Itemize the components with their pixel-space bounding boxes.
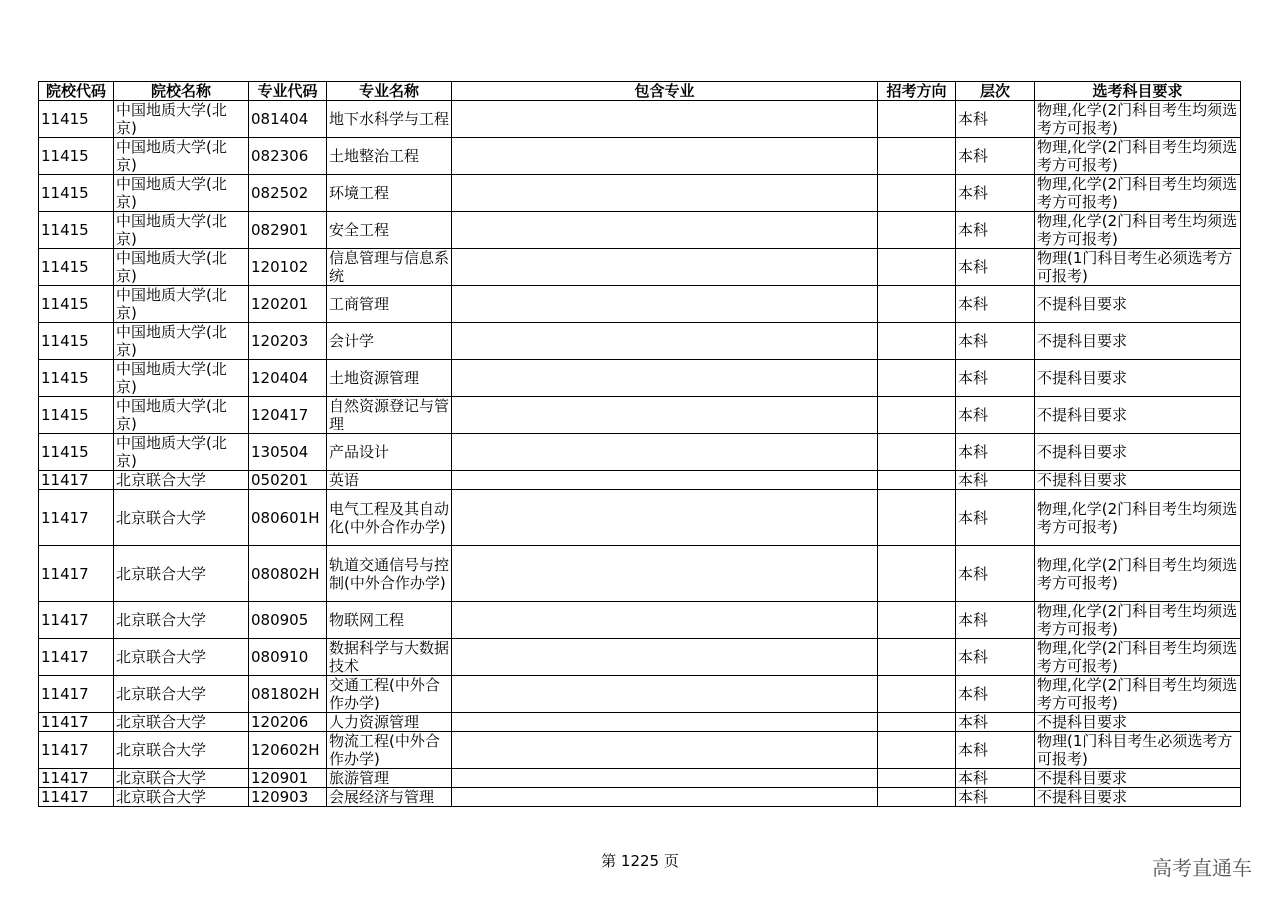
cell-included-majors (452, 546, 878, 602)
cell-school-code: 11415 (39, 434, 114, 471)
cell-major-name: 轨道交通信号与控制(中外合作办学) (327, 546, 452, 602)
cell-school-code: 11417 (39, 732, 114, 769)
cell-major-code: 080905 (249, 602, 327, 639)
col-header-direction: 招考方向 (878, 82, 956, 101)
page-number: 第 1225 页 (601, 852, 679, 870)
col-header-level: 层次 (956, 82, 1035, 101)
col-header-school-name: 院校名称 (114, 82, 249, 101)
cell-major-code: 120602H (249, 732, 327, 769)
cell-major-name: 交通工程(中外合作办学) (327, 676, 452, 713)
cell-major-code: 082306 (249, 138, 327, 175)
cell-direction (878, 360, 956, 397)
cell-included-majors (452, 397, 878, 434)
cell-major-name: 数据科学与大数据技术 (327, 639, 452, 676)
cell-school-code: 11417 (39, 639, 114, 676)
cell-subject-requirement: 物理,化学(2门科目考生均须选考方可报考) (1035, 175, 1241, 212)
cell-major-code: 120206 (249, 713, 327, 732)
cell-direction (878, 249, 956, 286)
cell-school-code: 11415 (39, 286, 114, 323)
table-row (39, 676, 1241, 713)
cell-school-name: 中国地质大学(北京) (114, 434, 249, 471)
cell-level: 本科 (956, 676, 1035, 713)
watermark-logo: 高考直通车 (1152, 856, 1252, 880)
cell-subject-requirement: 物理,化学(2门科目考生均须选考方可报考) (1035, 490, 1241, 546)
table-row (39, 471, 1241, 490)
cell-major-name: 信息管理与信息系统 (327, 249, 452, 286)
header-row (39, 82, 1241, 101)
cell-major-name: 工商管理 (327, 286, 452, 323)
cell-subject-requirement: 不提科目要求 (1035, 769, 1241, 788)
cell-direction (878, 788, 956, 807)
cell-school-name: 北京联合大学 (114, 713, 249, 732)
table-row (39, 769, 1241, 788)
col-header-major-code: 专业代码 (249, 82, 327, 101)
cell-subject-requirement: 不提科目要求 (1035, 286, 1241, 323)
cell-subject-requirement: 物理,化学(2门科目考生均须选考方可报考) (1035, 138, 1241, 175)
cell-major-name: 自然资源登记与管理 (327, 397, 452, 434)
cell-subject-requirement: 物理,化学(2门科目考生均须选考方可报考) (1035, 101, 1241, 138)
cell-subject-requirement: 不提科目要求 (1035, 434, 1241, 471)
cell-level: 本科 (956, 490, 1035, 546)
admission-table (38, 81, 1241, 807)
cell-included-majors (452, 732, 878, 769)
cell-subject-requirement: 不提科目要求 (1035, 471, 1241, 490)
cell-level: 本科 (956, 175, 1035, 212)
table-row (39, 546, 1241, 602)
cell-major-name: 地下水科学与工程 (327, 101, 452, 138)
table-row (39, 397, 1241, 434)
cell-school-name: 北京联合大学 (114, 769, 249, 788)
cell-major-name: 土地资源管理 (327, 360, 452, 397)
cell-major-name: 会展经济与管理 (327, 788, 452, 807)
cell-level: 本科 (956, 249, 1035, 286)
cell-included-majors (452, 471, 878, 490)
cell-school-name: 北京联合大学 (114, 602, 249, 639)
cell-direction (878, 397, 956, 434)
cell-included-majors (452, 175, 878, 212)
cell-level: 本科 (956, 397, 1035, 434)
cell-school-code: 11417 (39, 471, 114, 490)
cell-included-majors (452, 713, 878, 732)
cell-major-code: 120417 (249, 397, 327, 434)
cell-school-name: 北京联合大学 (114, 788, 249, 807)
cell-direction (878, 732, 956, 769)
cell-level: 本科 (956, 769, 1035, 788)
cell-direction (878, 490, 956, 546)
cell-subject-requirement: 物理(1门科目考生必须选考方可报考) (1035, 732, 1241, 769)
cell-included-majors (452, 602, 878, 639)
table-row (39, 101, 1241, 138)
cell-school-code: 11415 (39, 212, 114, 249)
cell-major-name: 会计学 (327, 323, 452, 360)
cell-included-majors (452, 490, 878, 546)
cell-direction (878, 639, 956, 676)
cell-subject-requirement: 物理,化学(2门科目考生均须选考方可报考) (1035, 602, 1241, 639)
cell-major-name: 安全工程 (327, 212, 452, 249)
cell-subject-requirement: 不提科目要求 (1035, 788, 1241, 807)
cell-school-name: 北京联合大学 (114, 490, 249, 546)
cell-direction (878, 212, 956, 249)
cell-school-code: 11417 (39, 713, 114, 732)
col-header-included-majors: 包含专业 (452, 82, 878, 101)
cell-school-name: 北京联合大学 (114, 471, 249, 490)
cell-direction (878, 323, 956, 360)
cell-school-name: 中国地质大学(北京) (114, 212, 249, 249)
cell-major-name: 物联网工程 (327, 602, 452, 639)
cell-school-name: 中国地质大学(北京) (114, 323, 249, 360)
table-row (39, 602, 1241, 639)
col-header-school-code: 院校代码 (39, 82, 114, 101)
cell-school-code: 11415 (39, 249, 114, 286)
cell-major-code: 120201 (249, 286, 327, 323)
cell-included-majors (452, 286, 878, 323)
cell-school-code: 11417 (39, 788, 114, 807)
cell-subject-requirement: 物理,化学(2门科目考生均须选考方可报考) (1035, 676, 1241, 713)
cell-direction (878, 713, 956, 732)
cell-included-majors (452, 323, 878, 360)
cell-level: 本科 (956, 323, 1035, 360)
cell-level: 本科 (956, 546, 1035, 602)
table-row (39, 138, 1241, 175)
table-row (39, 434, 1241, 471)
cell-major-name: 产品设计 (327, 434, 452, 471)
cell-direction (878, 138, 956, 175)
cell-subject-requirement: 不提科目要求 (1035, 323, 1241, 360)
cell-level: 本科 (956, 138, 1035, 175)
cell-major-code: 120404 (249, 360, 327, 397)
cell-school-name: 中国地质大学(北京) (114, 138, 249, 175)
cell-direction (878, 602, 956, 639)
cell-level: 本科 (956, 732, 1035, 769)
cell-subject-requirement: 物理,化学(2门科目考生均须选考方可报考) (1035, 639, 1241, 676)
cell-major-name: 电气工程及其自动化(中外合作办学) (327, 490, 452, 546)
cell-school-code: 11415 (39, 175, 114, 212)
cell-major-code: 120203 (249, 323, 327, 360)
cell-included-majors (452, 249, 878, 286)
cell-direction (878, 175, 956, 212)
cell-included-majors (452, 676, 878, 713)
cell-major-code: 130504 (249, 434, 327, 471)
table-body (39, 101, 1241, 807)
cell-school-name: 中国地质大学(北京) (114, 175, 249, 212)
cell-subject-requirement: 物理(1门科目考生必须选考方可报考) (1035, 249, 1241, 286)
cell-major-name: 环境工程 (327, 175, 452, 212)
cell-direction (878, 546, 956, 602)
cell-school-code: 11417 (39, 676, 114, 713)
cell-level: 本科 (956, 713, 1035, 732)
cell-school-name: 中国地质大学(北京) (114, 286, 249, 323)
cell-major-name: 英语 (327, 471, 452, 490)
table-row (39, 360, 1241, 397)
cell-direction (878, 101, 956, 138)
table-row (39, 212, 1241, 249)
cell-school-code: 11417 (39, 546, 114, 602)
cell-school-code: 11415 (39, 323, 114, 360)
cell-school-code: 11415 (39, 101, 114, 138)
cell-major-code: 120901 (249, 769, 327, 788)
cell-major-name: 旅游管理 (327, 769, 452, 788)
cell-school-code: 11417 (39, 769, 114, 788)
cell-school-code: 11415 (39, 360, 114, 397)
cell-school-code: 11417 (39, 602, 114, 639)
cell-school-name: 中国地质大学(北京) (114, 360, 249, 397)
cell-included-majors (452, 639, 878, 676)
table-row (39, 713, 1241, 732)
cell-school-name: 北京联合大学 (114, 546, 249, 602)
cell-direction (878, 676, 956, 713)
cell-level: 本科 (956, 788, 1035, 807)
cell-major-name: 土地整治工程 (327, 138, 452, 175)
cell-school-code: 11417 (39, 490, 114, 546)
cell-level: 本科 (956, 212, 1035, 249)
cell-included-majors (452, 138, 878, 175)
table-row (39, 490, 1241, 546)
col-header-subject-requirement: 选考科目要求 (1035, 82, 1241, 101)
cell-direction (878, 769, 956, 788)
cell-subject-requirement: 不提科目要求 (1035, 397, 1241, 434)
table-row (39, 286, 1241, 323)
cell-major-code: 120102 (249, 249, 327, 286)
cell-school-code: 11415 (39, 138, 114, 175)
cell-school-name: 北京联合大学 (114, 676, 249, 713)
table-row (39, 323, 1241, 360)
cell-included-majors (452, 360, 878, 397)
cell-direction (878, 286, 956, 323)
col-header-major-name: 专业名称 (327, 82, 452, 101)
cell-school-name: 北京联合大学 (114, 639, 249, 676)
cell-level: 本科 (956, 434, 1035, 471)
cell-direction (878, 471, 956, 490)
cell-included-majors (452, 101, 878, 138)
cell-school-name: 中国地质大学(北京) (114, 101, 249, 138)
cell-level: 本科 (956, 360, 1035, 397)
cell-school-name: 中国地质大学(北京) (114, 249, 249, 286)
cell-major-name: 人力资源管理 (327, 713, 452, 732)
table-row (39, 788, 1241, 807)
cell-level: 本科 (956, 639, 1035, 676)
cell-direction (878, 434, 956, 471)
cell-major-code: 080802H (249, 546, 327, 602)
cell-school-name: 北京联合大学 (114, 732, 249, 769)
cell-school-code: 11415 (39, 397, 114, 434)
cell-major-code: 120903 (249, 788, 327, 807)
cell-level: 本科 (956, 602, 1035, 639)
cell-major-code: 080601H (249, 490, 327, 546)
cell-included-majors (452, 788, 878, 807)
cell-subject-requirement: 物理,化学(2门科目考生均须选考方可报考) (1035, 546, 1241, 602)
cell-included-majors (452, 212, 878, 249)
cell-major-code: 080910 (249, 639, 327, 676)
table-row (39, 175, 1241, 212)
table-row (39, 732, 1241, 769)
cell-level: 本科 (956, 101, 1035, 138)
cell-subject-requirement: 物理,化学(2门科目考生均须选考方可报考) (1035, 212, 1241, 249)
cell-subject-requirement: 不提科目要求 (1035, 360, 1241, 397)
table-row (39, 639, 1241, 676)
cell-major-code: 050201 (249, 471, 327, 490)
cell-major-code: 082502 (249, 175, 327, 212)
cell-school-name: 中国地质大学(北京) (114, 397, 249, 434)
cell-major-code: 081802H (249, 676, 327, 713)
cell-major-code: 082901 (249, 212, 327, 249)
cell-major-code: 081404 (249, 101, 327, 138)
table-row (39, 249, 1241, 286)
cell-included-majors (452, 434, 878, 471)
cell-level: 本科 (956, 471, 1035, 490)
cell-included-majors (452, 769, 878, 788)
cell-level: 本科 (956, 286, 1035, 323)
cell-subject-requirement: 不提科目要求 (1035, 713, 1241, 732)
cell-major-name: 物流工程(中外合作办学) (327, 732, 452, 769)
